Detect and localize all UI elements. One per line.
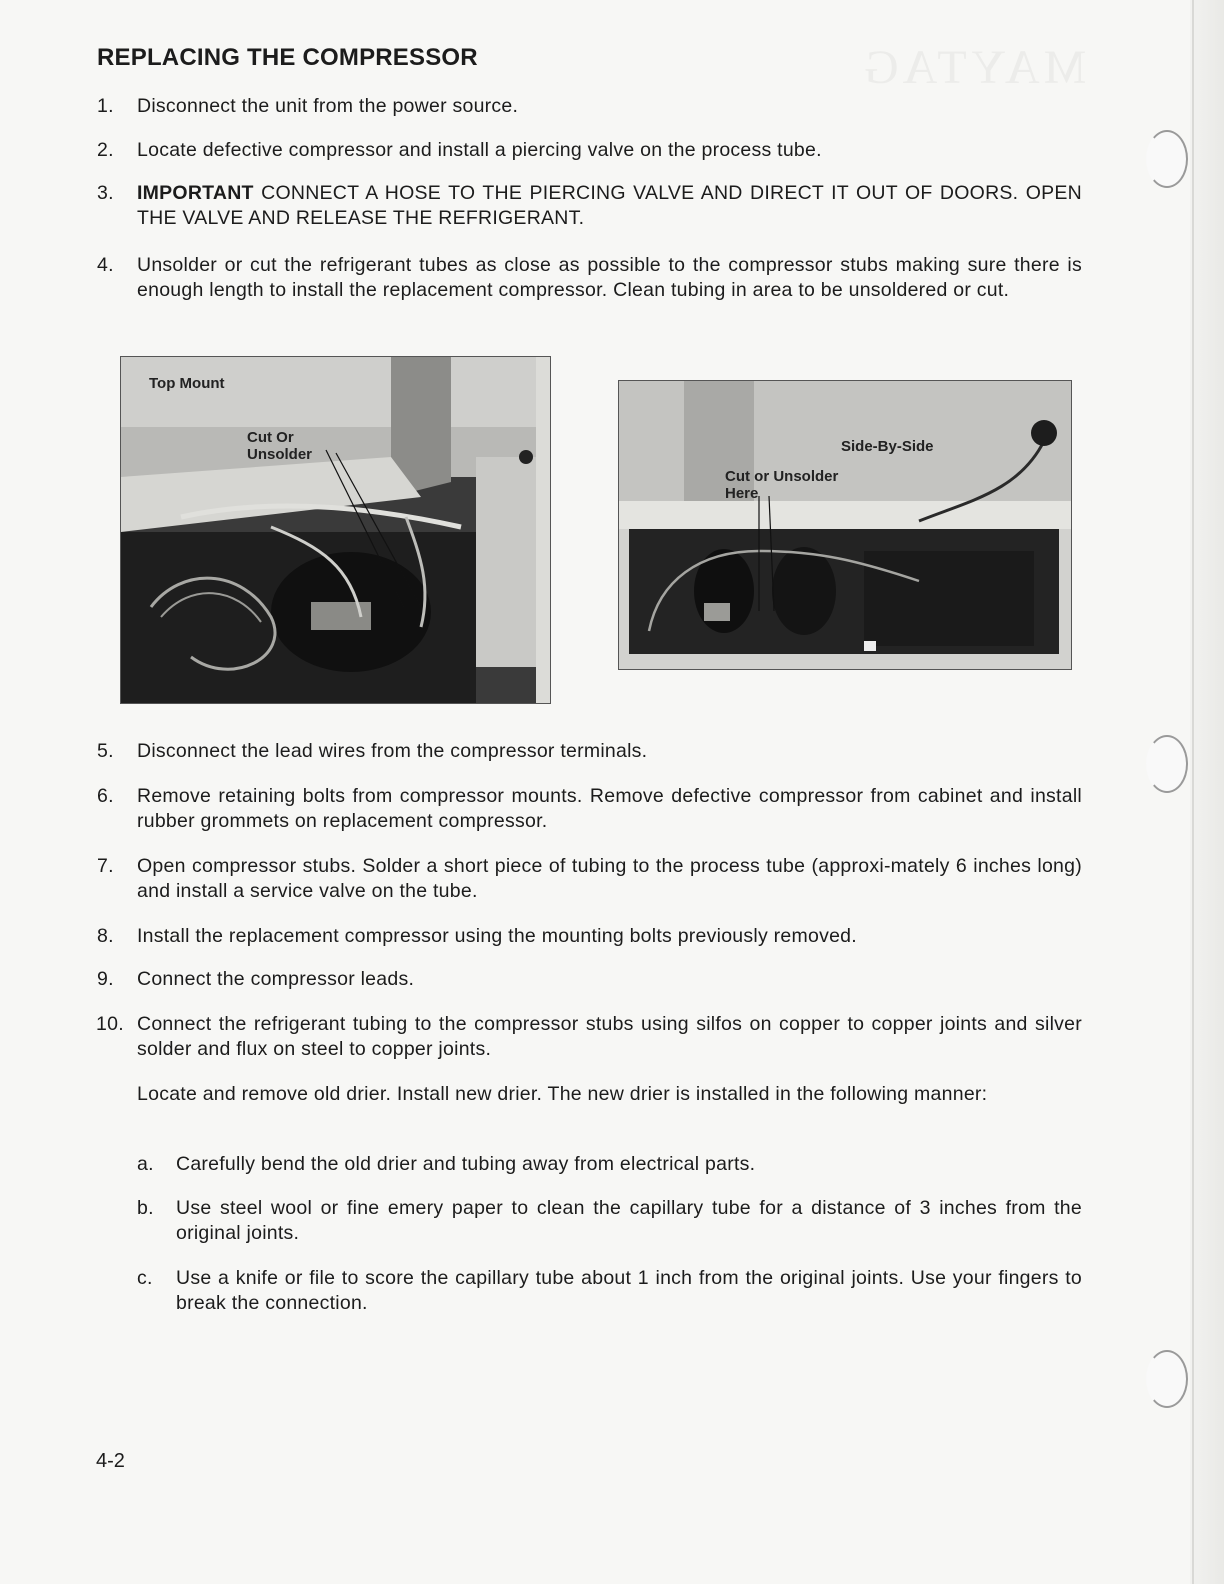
step-4 [97, 253, 1082, 303]
substep-text: Use steel wool or fine emery paper to clean the capillary tube for a distance of 3 inches from the original joints. [176, 1197, 1082, 1244]
step-text: Unsolder or cut the refrigerant tubes as close as possible to the compressor stubs making sure there is enough length to install the replacement compressor. Clean tubing in area to be unsoldered or cut. [137, 254, 1082, 301]
substep-c [137, 1266, 1082, 1316]
step-text: Install the replacement compressor using the mounting bolts previously removed. [137, 925, 857, 947]
step-text: Locate defective compressor and install a piercing valve on the process tube. [137, 139, 822, 161]
step-1 [97, 94, 1082, 119]
step-3 [97, 181, 1082, 231]
step-number: 7. [97, 855, 114, 877]
step-text: Disconnect the unit from the power source. [137, 95, 519, 117]
binder-hole-bottom [1146, 1350, 1188, 1408]
side-by-side-photo-image [619, 381, 1071, 669]
bleed-through-watermark: MAYTAG [860, 41, 1087, 94]
step-7 [97, 854, 1082, 904]
step-number: 2. [97, 139, 114, 161]
step-text: Disconnect the lead wires from the compressor terminals. [137, 740, 648, 762]
substep-b [137, 1196, 1082, 1246]
step-9 [97, 967, 1082, 992]
substep-letter: c. [137, 1267, 153, 1289]
substep-text: Carefully bend the old drier and tubing away from electrical parts. [176, 1153, 756, 1175]
step-text: Open compressor stubs. Solder a short piece of tubing to the process tube (approxi-mately 6 inches long) and install a service valve on the tube. [137, 855, 1082, 902]
step-text: Connect the refrigerant tubing to the compressor stubs using silfos on copper to copper joints and silver solder and flux on steel to copper joints. [137, 1013, 1082, 1060]
side-by-side-caption: Side-By-Side [841, 438, 934, 455]
side-by-side-callout: Cut or Unsolder Here [725, 468, 839, 502]
step-text: Remove retaining bolts from compressor mounts. Remove defective compressor from cabinet and install rubber grommets on replacement compressor. [137, 785, 1082, 832]
step-number: 3. [97, 182, 114, 204]
binder-hole-middle [1146, 735, 1188, 793]
top-mount-photo [120, 356, 551, 704]
step-text-body: CONNECT A HOSE TO THE PIERCING VALVE AND DIRECT IT OUT OF DOORS. OPEN THE VALVE AND RELEASE THE REFRIGERANT. [137, 182, 1082, 229]
step-number: 6. [97, 785, 114, 807]
step-number: 9. [97, 968, 114, 990]
step-number: 5. [97, 740, 114, 762]
step-number: 1. [97, 95, 114, 117]
step-6 [97, 784, 1082, 834]
step-8 [97, 924, 1082, 949]
step-number: 10. [96, 1013, 124, 1035]
top-mount-photo-image [121, 357, 550, 703]
side-by-side-photo [618, 380, 1072, 670]
substep-a [137, 1152, 1082, 1177]
step-5 [97, 739, 1082, 764]
step-text [137, 181, 1082, 231]
top-mount-callout: Cut Or Unsolder [247, 429, 313, 463]
step-10 [97, 1012, 1082, 1062]
page-edge [1190, 0, 1224, 1584]
step-text: Connect the compressor leads. [137, 968, 415, 990]
top-mount-caption: Top Mount [149, 375, 225, 392]
page-edge-line [1192, 0, 1194, 1584]
binder-hole-top [1146, 130, 1188, 188]
step-number: 4. [97, 254, 114, 276]
important-label: IMPORTANT [137, 182, 254, 204]
page-number: 4-2 [96, 1450, 125, 1472]
substep-letter: a. [137, 1153, 154, 1175]
drier-paragraph: Locate and remove old drier. Install new drier. The new drier is installed in the following manner: [137, 1083, 988, 1105]
substep-text: Use a knife or file to score the capillary tube about 1 inch from the original joints. Use your fingers to break the connection. [176, 1267, 1082, 1314]
substep-letter: b. [137, 1197, 154, 1219]
step-2 [97, 138, 1082, 163]
step-number: 8. [97, 925, 114, 947]
page-title: REPLACING THE COMPRESSOR [97, 44, 478, 71]
